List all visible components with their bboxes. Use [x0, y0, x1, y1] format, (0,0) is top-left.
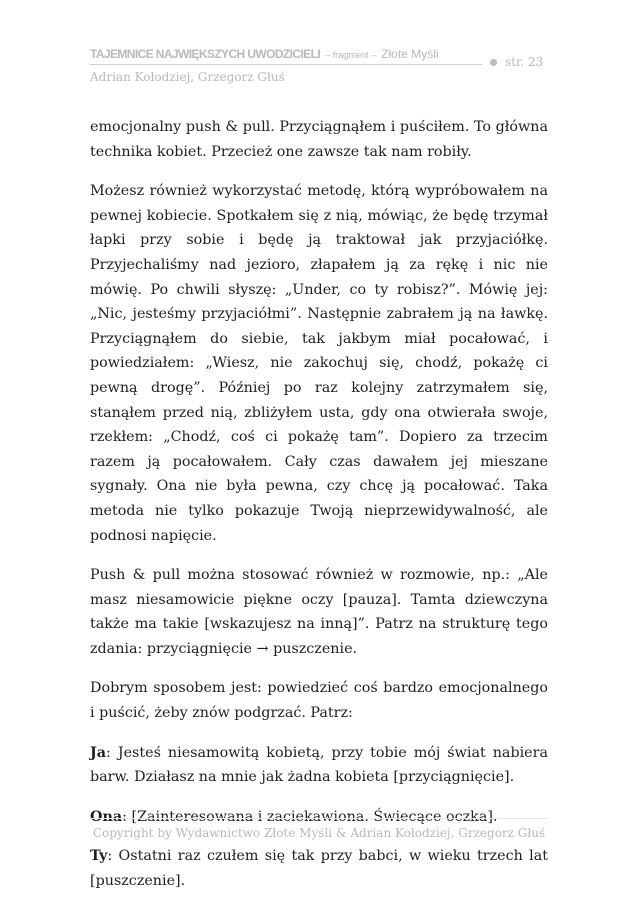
dialogue-line-ty [90, 844, 548, 893]
header-rule [90, 64, 482, 65]
paragraph-3: Push & pull można stosować również w rozmowie, np.: „Ale masz niesamowicie piękne oczy [pauza]. Tamta dziewczyna także ma takie [wskazujesz na inną]”. Patrz na strukturę tego zdania: przyciągnięcie → puszczenie. [90, 567, 548, 657]
dialogue-text: : Ostatni raz czułem się tak przy babci, w wieku trzech lat [puszczenie]. [90, 848, 548, 890]
book-title: TAJEMNICE NAJWIĘKSZYCH UWODZICIELI [90, 47, 321, 61]
page-header [90, 44, 548, 86]
bullet-dot-icon [490, 59, 497, 66]
dialogue-text: : Jesteś niesamowitą kobietą, przy tobie mój świat nabiera barw. Działasz na mnie jak żadna kobieta [przyciągnięcie]. [90, 744, 548, 786]
header-title-line [90, 44, 490, 62]
paragraph-2: Możesz również wykorzystać metodę, którą wypróbowałem na pewnej kobiecie. Spotkałem się z nią, mówiąc, że będę trzymał łapki przy sobie i będę ją traktował jak przyjaciółkę. Przyjechaliśmy nad jezioro, złapałem ją za rękę i nic nie mówię. Po chwili słyszę: „Under, co ty robisz?”. Mówię jej: „Nic, jesteśmy przyjaciółmi”. Następnie zabrałem ją na ławkę. Przyciągnąłem do siebie, tak jakbym miał pocałować, i powiedziałem: „Wiesz, nie zakochuj się, chodź, pokażę ci pewną drogę”. Później po raz kolejny zatrzymałem się, stanąłem przed nią, zbliżyłem usta, gdy ona otwierała swoje, rzekłem: „Chodź, coś ci pokażę tam”. Dopiero za trzecim razem ją pocałowałem. Cały czas dawałem jej mieszane sygnały. Ona nie była pewna, czy chcę ją pocałować. Taka metoda nie tylko pokazuje Twoją nieprzewidywalność, ale podnosi napięcie. [90, 183, 548, 544]
footer-rule [90, 818, 548, 819]
fragment-label: – fragment – [325, 50, 377, 61]
speaker-label: Ty [90, 848, 108, 865]
speaker-label: Ja [90, 744, 107, 761]
dialogue-text: : [Zainteresowana i zaciekawiona. Świecące oczka]. [122, 808, 498, 825]
paragraph-1: emocjonalny push & pull. Przyciągnąłem i puściłem. To główna technika kobiet. Przecież one zawsze tak nam robiły. [90, 119, 548, 160]
page-number: str. 23 [505, 55, 544, 69]
dialogue-line-ja [90, 741, 548, 790]
header-authors: Adrian Kołodziej, Grzegorz Głuś [90, 70, 285, 84]
publisher-name: Złote Myśli [381, 47, 439, 61]
paragraph-4: Dobrym sposobem jest: powiedzieć coś bardzo emocjonalnego i puścić, żeby znów podgrzać. Patrz: [90, 680, 548, 722]
speaker-label: Ona [90, 808, 123, 825]
page-body [90, 115, 548, 909]
page-footer-copyright: Copyright by Wydawnictwo Złote Myśli & Adrian Kołodziej, Grzegorz Głuś [92, 826, 546, 840]
